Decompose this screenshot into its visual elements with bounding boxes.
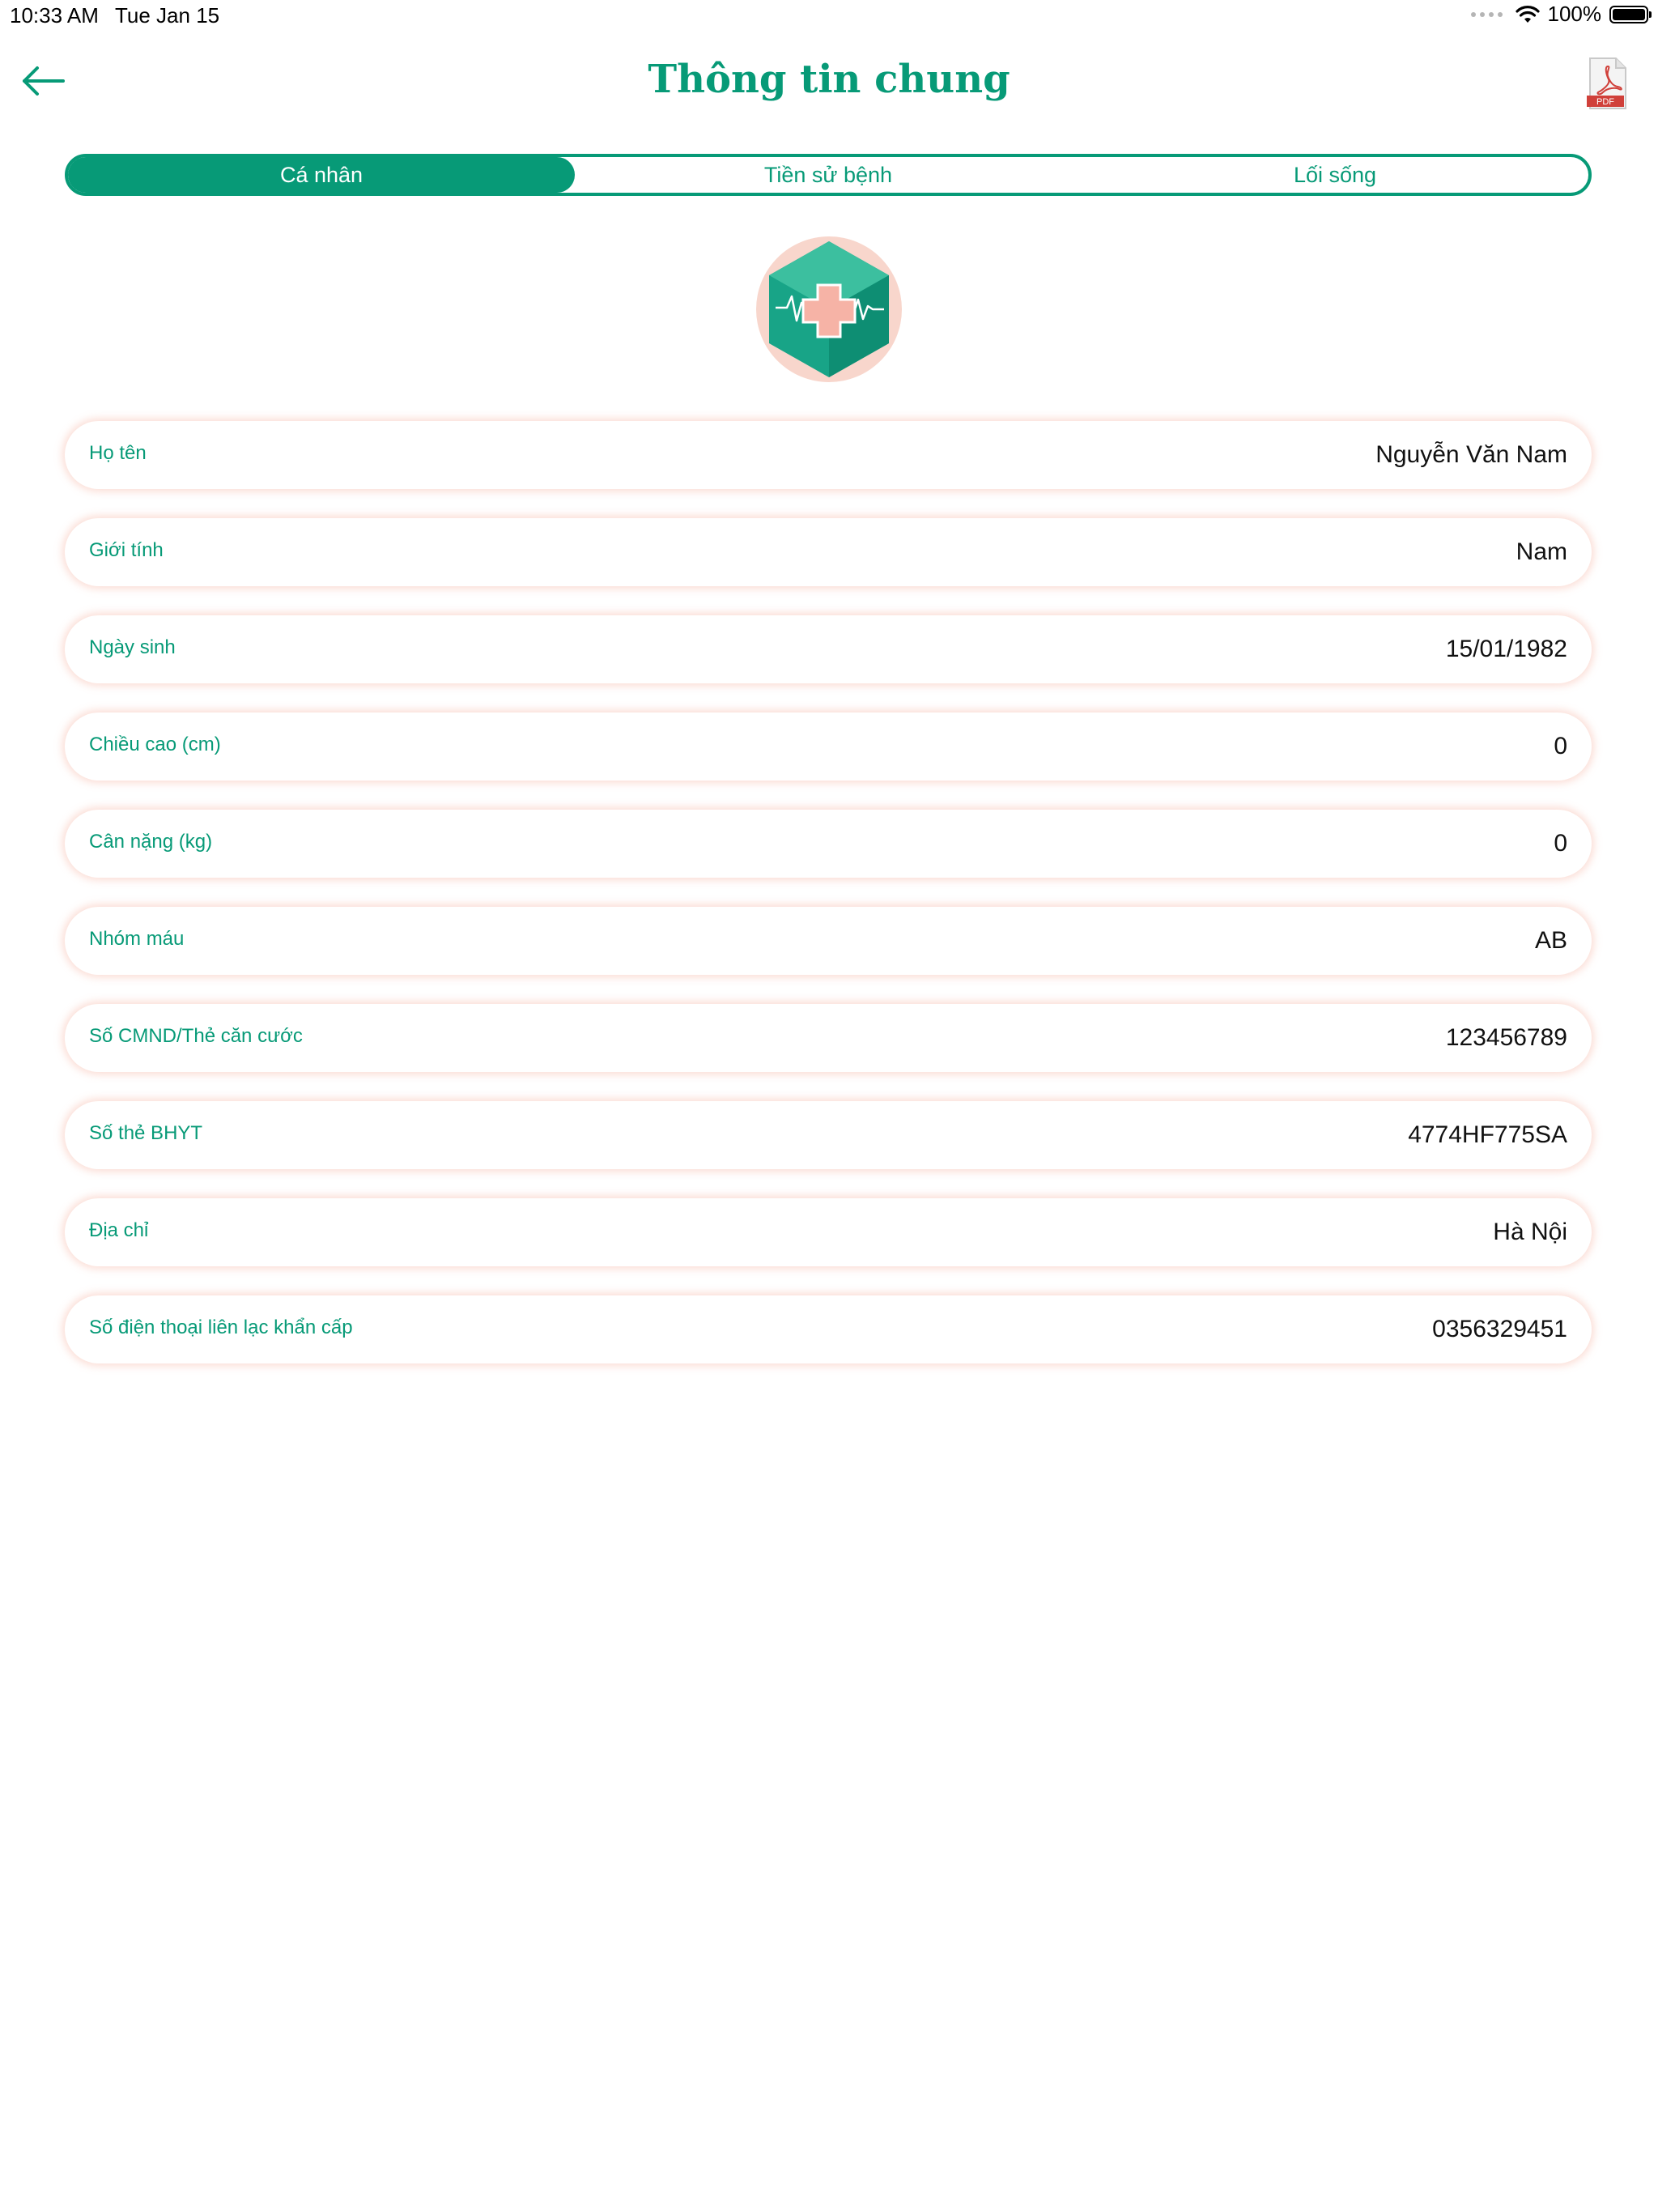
field-gioi-tinh[interactable] — [65, 518, 1592, 586]
segmented-tabs — [65, 154, 1592, 196]
field-value: 123456789 — [1445, 1024, 1567, 1051]
wifi-icon — [1516, 5, 1540, 24]
battery-percent: 100% — [1547, 2, 1601, 26]
pdf-file-icon — [1587, 57, 1629, 110]
tab-loi-song[interactable]: Lối sống — [1293, 162, 1377, 187]
tab-ca-nhan[interactable]: Cá nhân — [68, 157, 575, 193]
personal-info-list — [65, 421, 1592, 1393]
field-ho-ten[interactable] — [65, 421, 1592, 489]
field-value: AB — [1534, 927, 1567, 954]
pdf-label: PDF — [1596, 97, 1614, 107]
field-value: 0 — [1554, 733, 1567, 759]
pdf-export-button[interactable] — [1587, 57, 1629, 110]
field-chieu-cao[interactable] — [65, 713, 1592, 781]
status-right — [1471, 2, 1649, 27]
status-bar — [0, 0, 1658, 32]
field-value: 15/01/1982 — [1445, 636, 1567, 662]
field-cmnd[interactable] — [65, 1004, 1592, 1072]
status-date: Tue Jan 15 — [115, 3, 220, 28]
field-value: 4774HF775SA — [1408, 1121, 1567, 1148]
field-label: Chiều cao (cm) — [89, 734, 221, 755]
field-bhyt[interactable] — [65, 1101, 1592, 1169]
field-label: Số thẻ BHYT — [89, 1122, 203, 1144]
status-time: 10:33 AM — [10, 3, 99, 28]
field-ngay-sinh[interactable] — [65, 615, 1592, 683]
field-value: 0 — [1554, 830, 1567, 857]
field-nhom-mau[interactable] — [65, 907, 1592, 975]
field-label: Cân nặng (kg) — [89, 831, 213, 853]
field-value: 0356329451 — [1432, 1316, 1567, 1342]
field-label: Giới tính — [89, 539, 164, 561]
medical-cross-logo-icon — [755, 235, 903, 384]
field-label: Ngày sinh — [89, 636, 176, 658]
field-value: Hà Nội — [1493, 1219, 1567, 1245]
battery-icon — [1609, 6, 1648, 23]
page-title: Thông tin chung — [648, 57, 1010, 102]
field-sdt-khan-cap[interactable] — [65, 1295, 1592, 1363]
signal-icon — [1471, 12, 1503, 17]
field-label: Địa chỉ — [89, 1219, 149, 1241]
field-label: Số CMND/Thẻ căn cước — [89, 1025, 303, 1047]
tab-tien-su-benh[interactable]: Tiền sử bệnh — [763, 162, 893, 187]
field-label: Nhóm máu — [89, 928, 185, 950]
field-value: Nam — [1516, 538, 1567, 565]
field-value: Nguyễn Văn Nam — [1375, 441, 1567, 468]
field-label: Số điện thoại liên lạc khẩn cấp — [89, 1317, 353, 1338]
field-dia-chi[interactable] — [65, 1198, 1592, 1266]
field-label: Họ tên — [89, 442, 147, 464]
field-can-nang[interactable] — [65, 810, 1592, 878]
